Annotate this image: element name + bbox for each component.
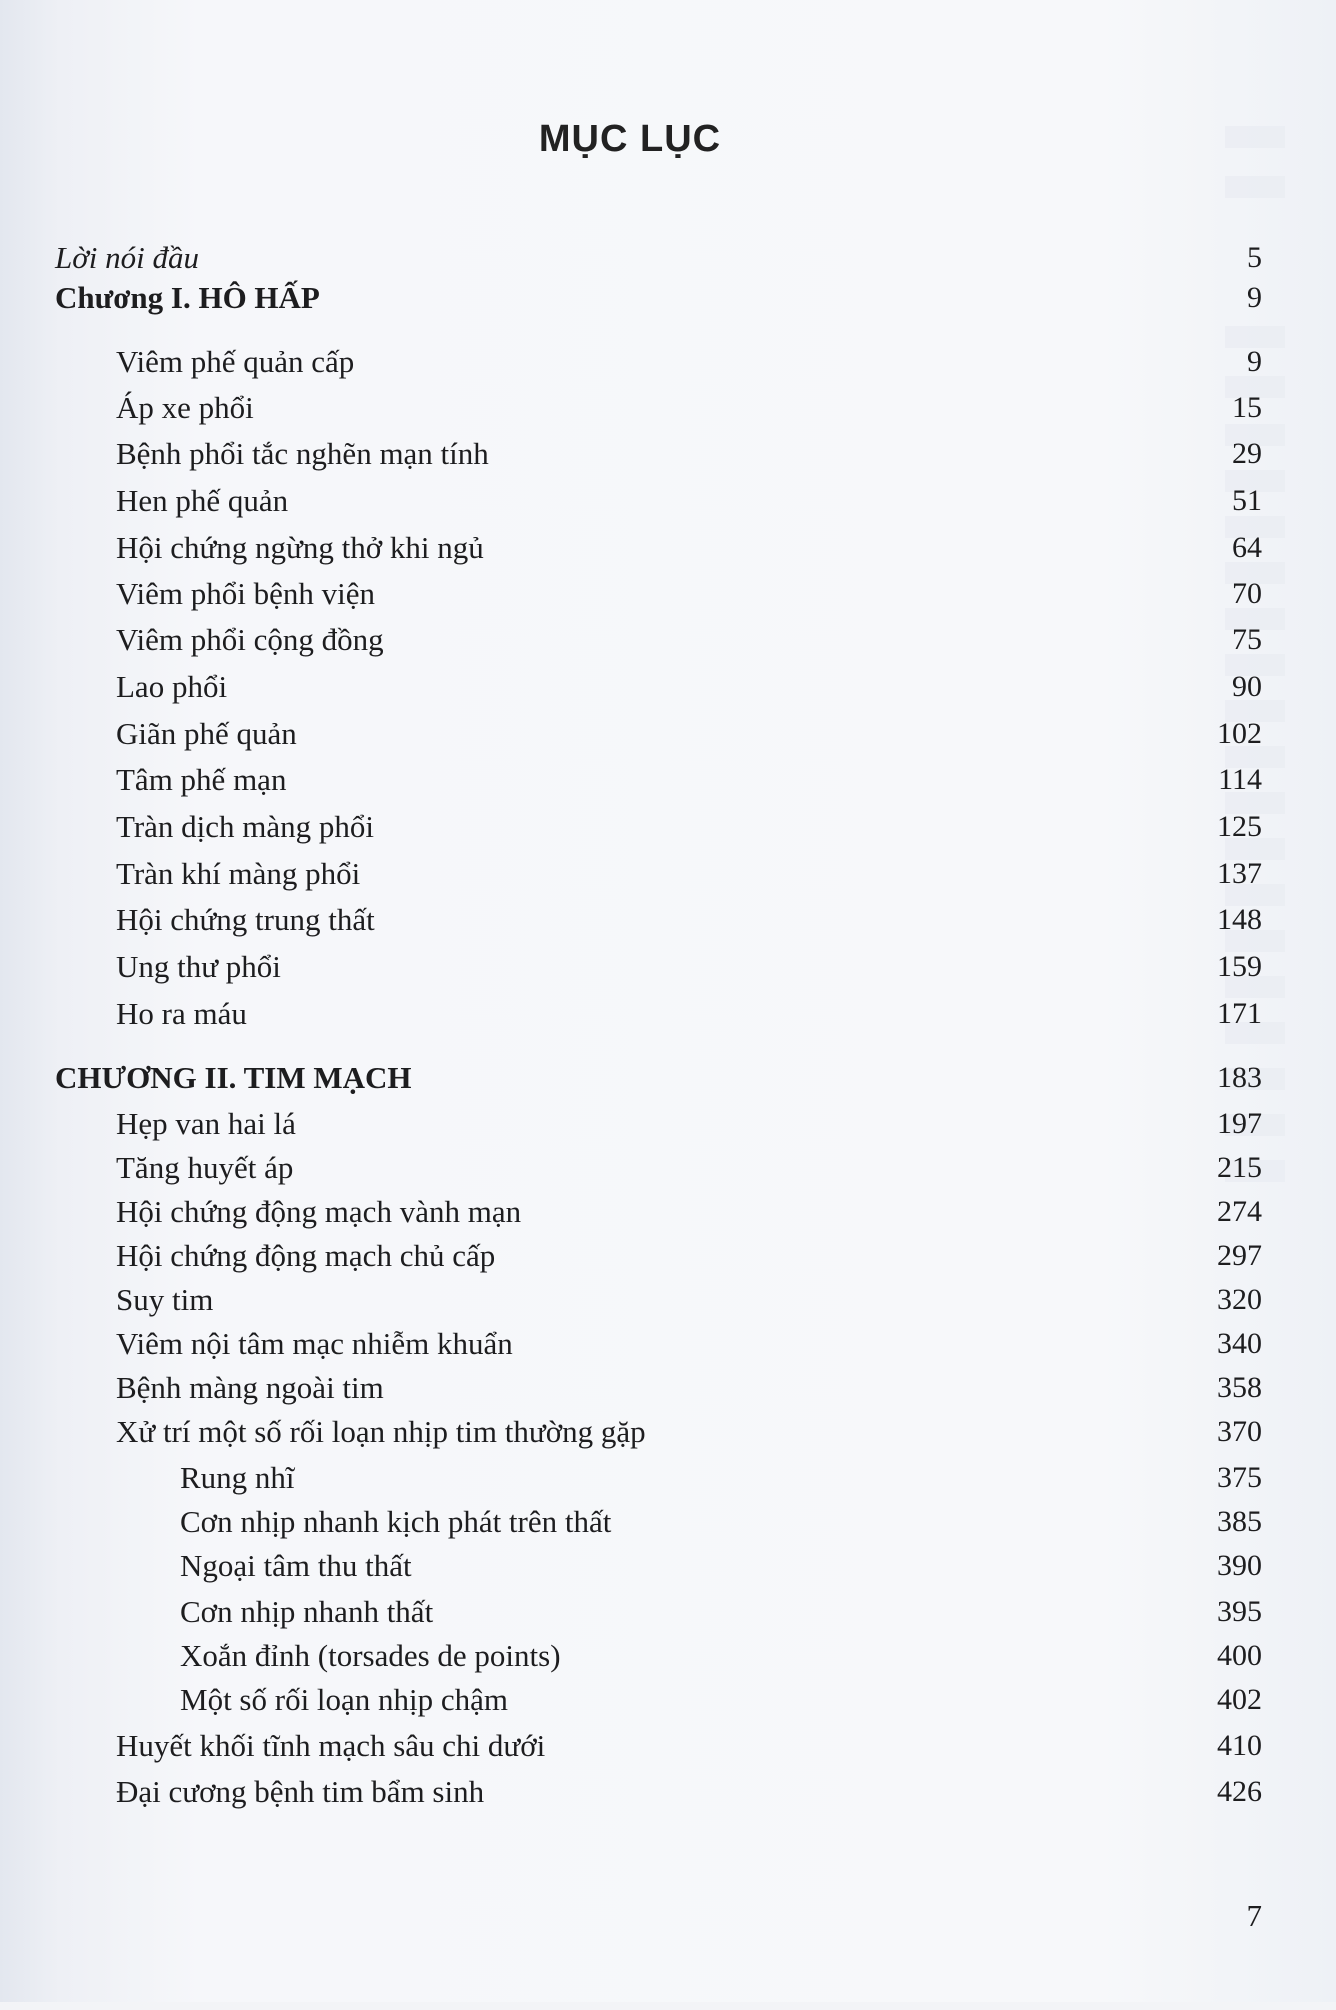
toc-entry [0,432,1336,476]
toc-entry-page: 148 [1217,903,1262,936]
toc-entry [0,526,1336,570]
toc-entry-title: Viêm phế quản cấp [116,344,355,379]
toc-entry-page: 114 [1218,763,1262,796]
toc-entry [0,1678,1336,1722]
toc-entry [0,572,1336,616]
toc-entry [0,479,1336,523]
toc-entry [0,1190,1336,1234]
toc-entry-title: Lao phổi [116,669,228,704]
toc-entry-page: 159 [1217,950,1262,983]
toc-entry [0,236,1336,280]
bleed-mark [1225,176,1285,198]
toc-entry [0,276,1336,320]
toc-entry-page: 274 [1217,1195,1262,1228]
toc-entry-page: 171 [1217,997,1262,1030]
toc-entry-title: Ung thư phổi [116,949,281,984]
toc-entry-page: 385 [1217,1505,1262,1538]
toc-entry-page: 400 [1217,1639,1262,1672]
toc-entry [0,1234,1336,1278]
toc-entry [0,758,1336,802]
toc-entry [0,1278,1336,1322]
toc-entry-title: Ho ra máu [116,996,247,1031]
toc-entry-page: 370 [1217,1415,1262,1448]
toc-entry-page: 137 [1217,857,1262,890]
toc-entry [0,1544,1336,1588]
toc-entry-page: 51 [1232,484,1262,517]
toc-entry-title: Giãn phế quản [116,716,297,751]
page-title: MỤC LỤC [538,118,722,160]
toc-entry-page: 183 [1217,1061,1262,1094]
toc-entry-title: Hội chứng động mạch vành mạn [116,1194,522,1229]
toc-entry-title: Viêm phổi cộng đồng [116,622,384,657]
toc-entry [0,852,1336,896]
toc-entry-page: 102 [1217,717,1262,750]
toc-entry-page: 402 [1217,1683,1262,1716]
toc-entry-title: Suy tim [116,1282,214,1317]
toc-entry-page: 215 [1217,1151,1262,1184]
toc-entry-title: Hội chứng trung thất [116,902,375,937]
toc-entry [0,1410,1336,1454]
toc-entry-page: 390 [1217,1549,1262,1582]
toc-entry-page: 29 [1232,437,1262,470]
toc-entry-page: 15 [1232,391,1262,424]
toc-entry-page: 297 [1217,1239,1262,1272]
toc-entry [0,1146,1336,1190]
toc-entry-page: 410 [1217,1729,1262,1762]
toc-entry [0,712,1336,756]
toc-entry-title: Áp xe phổi [116,390,254,425]
toc-entry-title: Lời nói đầu [55,240,200,275]
toc-entry-page: 5 [1247,241,1262,274]
toc-entry-title: Tăng huyết áp [116,1150,294,1185]
toc-entry-title: Xoắn đỉnh (torsades de points) [180,1638,561,1673]
toc-entry-title: Rung nhĩ [180,1460,295,1495]
toc-entry-title: Bệnh màng ngoài tim [116,1370,384,1405]
toc-entry-title: Chương I. HÔ HẤP [55,280,320,315]
toc-entry-title: Bệnh phổi tắc nghẽn mạn tính [116,436,489,471]
toc-entry-page: 75 [1232,623,1262,656]
toc-entry-page: 197 [1217,1107,1262,1140]
toc-entry-page: 395 [1217,1595,1262,1628]
toc-entry [0,1366,1336,1410]
toc-entry [0,1634,1336,1678]
toc-entry-title: Cơn nhịp nhanh kịch phát trên thất [180,1504,612,1539]
toc-entry [0,805,1336,849]
toc-entry [0,1056,1336,1100]
toc-entry-title: Đại cương bệnh tim bẩm sinh [116,1774,485,1809]
toc-entry-title: Viêm phổi bệnh viện [116,576,376,611]
toc-entry-title: Tràn khí màng phổi [116,856,361,891]
toc-entry-page: 9 [1247,345,1262,378]
toc-entry-title: Xử trí một số rối loạn nhịp tim thường gặp [116,1414,646,1449]
toc-entry-page: 70 [1232,577,1262,610]
toc-entry-page: 9 [1247,281,1262,314]
toc-entry-title: Tràn dịch màng phổi [116,809,375,844]
toc-entry-page: 90 [1232,670,1262,703]
toc-entry-page: 358 [1217,1371,1262,1404]
toc-entry [0,386,1336,430]
toc-entry-title: Cơn nhịp nhanh thất [180,1594,434,1629]
toc-entry-title: Hội chứng động mạch chủ cấp [116,1238,496,1273]
toc-entry-title: Tâm phế mạn [116,762,287,797]
toc-entry-title: Viêm nội tâm mạc nhiễm khuẩn [116,1326,513,1361]
toc-entry [0,618,1336,662]
toc-entry-page: 375 [1217,1461,1262,1494]
toc-entry-title: Hội chứng ngừng thở khi ngủ [116,530,484,565]
toc-entry [0,340,1336,384]
toc-entry [0,992,1336,1036]
toc-entry-title: Hẹp van hai lá [116,1106,296,1141]
toc-entry [0,1500,1336,1544]
toc-entry-title: Ngoại tâm thu thất [180,1548,412,1583]
toc-entry [0,1590,1336,1634]
toc-entry [0,1724,1336,1768]
toc-entry-page: 340 [1217,1327,1262,1360]
toc-entry [0,945,1336,989]
toc-entry [0,1322,1336,1366]
toc-entry-page: 320 [1217,1283,1262,1316]
toc-entry [0,1770,1336,1814]
toc-entry [0,1456,1336,1500]
toc-entry [0,898,1336,942]
page-number: 7 [1246,1898,1262,1933]
toc-entry-title: Huyết khối tĩnh mạch sâu chi dưới [116,1728,546,1763]
toc-entry [0,1102,1336,1146]
toc-entry [0,665,1336,709]
toc-entry-page: 125 [1217,810,1262,843]
toc-entry-page: 426 [1217,1775,1262,1808]
toc-entry-title: Một số rối loạn nhịp chậm [180,1682,509,1717]
toc-entry-title: CHƯƠNG II. TIM MẠCH [55,1060,412,1095]
toc-entry-page: 64 [1232,531,1262,564]
toc-entry-title: Hen phế quản [116,483,289,518]
